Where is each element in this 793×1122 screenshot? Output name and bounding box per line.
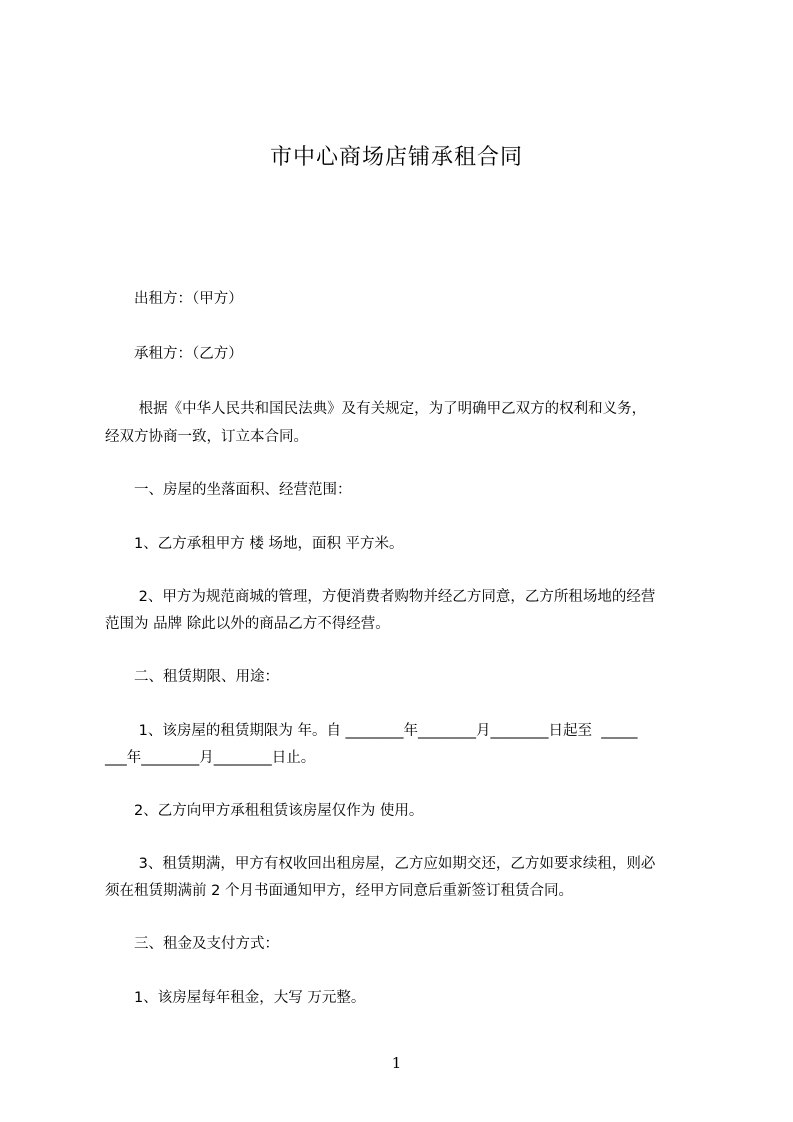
- clause-1-2-line-2: 范围为 品牌 除此以外的商品乙方不得经营。: [105, 616, 390, 632]
- section-2-heading: 二、租赁期限、用途：: [105, 669, 279, 685]
- section-1-heading: 一、房屋的坐落面积、经营范围：: [105, 482, 352, 498]
- page-number: 1: [391, 1054, 402, 1072]
- contract-title: 市中心商场店铺承租合同: [269, 145, 523, 170]
- section-3-heading: 三、租金及支付方式：: [105, 936, 279, 952]
- clause-2-1-line-2: ___年________月________日止。: [105, 750, 316, 766]
- clause-1-1: 1、乙方承租甲方 楼 场地，面积 平方米。: [105, 536, 404, 552]
- clause-2-3-line-2: 须在租赁期满前 2 个月书面通知甲方，经甲方同意后重新签订租赁合同。: [105, 883, 573, 899]
- clause-3-1: 1、该房屋每年租金，大写 万元整。: [105, 990, 366, 1006]
- clause-2-3-line-1: 3、租赁期满，甲方有权收回出租房屋，乙方应如期交还，乙方如要求续租，则必: [105, 856, 656, 872]
- clause-2-1-line-1: 1、该房屋的租赁期限为 年。自 ________年________月________日起至 _____: [105, 723, 638, 739]
- clause-2-2: 2、乙方向甲方承租租赁该房屋仅作为 使用。: [105, 803, 424, 819]
- preamble-line-1: 根据《中华人民共和国民法典》及有关规定，为了明确甲乙双方的权利和义务，: [105, 401, 647, 417]
- lessor-line: 出租方：（甲方）: [105, 291, 243, 307]
- lessee-line: 承租方：（乙方）: [105, 346, 243, 362]
- clause-1-2-line-1: 2、甲方为规范商城的管理，方便消费者购物并经乙方同意，乙方所租场地的经营: [105, 589, 656, 605]
- preamble-line-2: 经双方协商一致，订立本合同。: [105, 429, 308, 445]
